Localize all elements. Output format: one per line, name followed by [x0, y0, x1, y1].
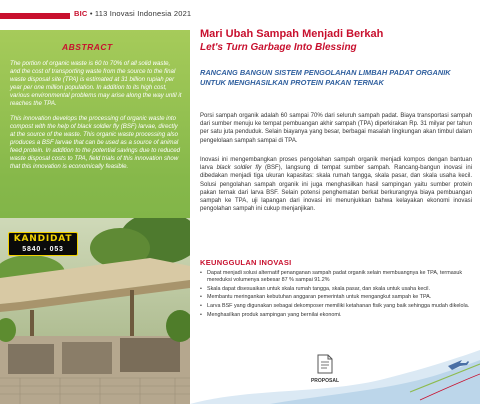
proposal-label: PROPOSAL	[310, 378, 340, 384]
header-accent-bar	[0, 13, 70, 19]
body-paragraph-2	[200, 156, 472, 213]
body-paragraph-2-start: Inovasi ini mengembangkan proses pengolahan sampah organik menjadi kompos dengan bantuan larva	[200, 157, 472, 172]
document-icon	[317, 354, 333, 374]
list-item: • Larva BSF yang digunakan sebagai dekomposer memiliki ketahanan fisik yang baik sehingga mudah dikelola.	[200, 303, 472, 310]
header-brand: BIC	[74, 9, 88, 18]
abstract-paragraph: The portion of organic waste is 60 to 70% of all solid waste, and the cost of transporting waste from the source to the final waste disposal site (TPA) is estimated at 31 billion rupiah per year per one million population. In addition to its high cost, various environmental problems may arise along the way until it reaches the TPA.	[10, 60, 182, 108]
list-item: • Menghasilkan produk sampingan yang bernilai ekonomi.	[200, 312, 472, 319]
candidate-badge	[8, 232, 78, 256]
header-text	[74, 9, 191, 18]
abstract-paragraph: This innovation develops the processing of organic waste into compost with the help of black soldier fly (BSF) larvae, directly at the source of the waste. This organic waste processing also produces a BSF larvae that can be used as a source of animal feed protein. In addition to the potential savings due to reduced waste disposal costs to TPA, field trials of this innovation show that this innovation is economically feasible.	[10, 114, 181, 171]
list-item: • Skala dapat disesuaikan untuk skala rumah tangga, skala pasar, dan skala untuk usaha kecil.	[200, 286, 472, 293]
title-english: Let's Turn Garbage Into Blessing	[200, 42, 357, 53]
list-item: • Membantu meringankan kebutuhan anggaran pemerintah untuk mengangkut sampah ke TPA.	[200, 294, 472, 301]
title-indonesian: Mari Ubah Sampah Menjadi Berkah	[200, 28, 384, 40]
bottom-decoration	[190, 330, 480, 404]
subtitle: RANCANG BANGUN SISTEM PENGOLAHAN LIMBAH PADAT ORGANIK UNTUK MENGHASILKAN PROTEIN PAKAN TERNAK	[200, 68, 451, 87]
list-item: • Dapat menjadi solusi alternatif penanganan sampah padat organik selain membuangnya ke TPA, termasuk mereduksi volumenya sebesar 87 % sampai 91.2%	[200, 270, 472, 284]
body-paragraph-1: Porsi sampah organik adalah 60 sampai 70% dari seluruh sampah padat. Biaya transportasi sampah dari sumber menuju ke tempat pembuangan akhir sampah (TPA) diperkirakan Rp. 31 milyar per tahun per satu juta penduduk. Selain biayanya yang besar, berbagai masalah lingkungan akan timbul dalam pengelolaan sampah sampai di TPA.	[200, 113, 472, 144]
candidate-badge-code: 5840 - 053	[22, 246, 64, 253]
keunggulan-list	[200, 270, 472, 320]
keunggulan-title: KEUNGGULAN INOVASI	[200, 258, 292, 267]
candidate-badge-label: KANDIDAT	[13, 234, 73, 244]
header-caption: • 113 Inovasi Indonesia 2021	[87, 9, 192, 18]
abstract-body	[10, 60, 182, 177]
abstract-title: ABSTRACT	[62, 42, 113, 52]
body-paragraph-2-end: (BSF), langsung di tempat sumber sampah. Rancang-bangun inovasi ini dibedakan menjadi tiga ukuran kapasitas: skala rumah tangga, skala pasar, dan skala usaha kecil. Solusi pengolahan sampah organik ini juga menghasilkan hasil sampingan yaitu sumber protein pakan ternak dari larva BSF. Selain potensi penghematan berkat berkurangnya biaya pembuangan sampah ke TPA, uji lapangan dari inovasi ini menunjukkan bahwa kelayakan ekonomi inovasi pengolahan sampah ini cukup menjanjikan.	[200, 165, 472, 213]
body-paragraph-2-italic: black soldier fly	[216, 165, 262, 172]
